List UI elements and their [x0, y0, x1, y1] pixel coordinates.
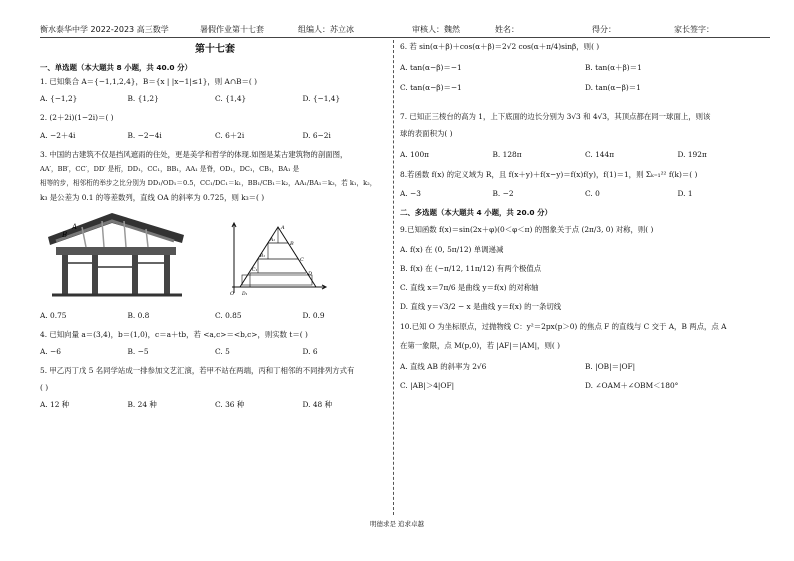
question-5 [40, 366, 390, 409]
column-divider [393, 40, 394, 515]
options [400, 362, 770, 401]
option-c[interactable]: C. tan(α−β)＝−1 [400, 82, 462, 92]
question-stem: 6. 若 sin(α＋β)＋cos(α＋β)＝2√2 cos(α＋π/4)sinβ，则( ) [400, 42, 600, 51]
option-d[interactable]: D. 0.9 [302, 310, 325, 320]
question-stem: 9.已知函数 f(x)＝sin(2x＋φ)(0＜φ＜π) 的图象关于点 (2π/3, 0) 对称，则( ) [400, 225, 654, 235]
option-b[interactable]: B. −5 [127, 347, 149, 357]
question-stem-line-2: 在第一象限，点 M(p,0)，若 |AF|＝|AM|，则( ) [400, 340, 560, 350]
option-c[interactable]: C. 0.85 [215, 310, 242, 320]
options [400, 150, 770, 159]
label-o: O [230, 290, 235, 297]
question-stem: 4. 已知向量 a＝(3,4)，b＝(1,0)，c＝a＋tb，若 <a,c>＝<b,c>，则实数 t＝( ) [40, 329, 308, 339]
option-c[interactable]: C. {1,4} [215, 94, 247, 103]
building-photo-figure [42, 207, 192, 301]
options [40, 347, 390, 356]
question-stem-line-1: 5. 甲乙丙丁戊 5 名同学站成一排参加文艺汇演，若甲不站在两端，丙和丁相邻的不同排列方式有 [40, 366, 355, 376]
question-stem-line-2: ( ) [40, 382, 49, 392]
option-a[interactable]: A. tan(α−β)＝−1 [400, 63, 462, 73]
label-a: A [281, 224, 285, 231]
option-c[interactable]: C. 36 种 [215, 399, 245, 409]
option-a[interactable]: A. f(x) 在 (0, 5π/12) 单调递减 [400, 244, 504, 254]
option-a[interactable]: A. 12 种 [40, 399, 70, 409]
option-d[interactable]: D. {−1,4} [302, 94, 341, 103]
header-title: 暑假作业第十七套 [200, 25, 264, 34]
header-reviewer: 审核人：魏然 [412, 25, 460, 34]
option-a[interactable]: A. 0.75 [40, 310, 67, 320]
option-b[interactable]: B. 0.8 [127, 310, 150, 320]
label-a: A [72, 222, 78, 231]
question-1 [40, 77, 390, 104]
label-b1: B₁ [260, 253, 266, 259]
option-d[interactable]: D. tan(α−β)＝1 [585, 82, 641, 92]
question-3 [40, 150, 390, 320]
option-c[interactable]: C. 0 [585, 188, 600, 198]
question-stem-line-1: 10.已知 O 为坐标原点，过抛物线 C：y²＝2px(p＞0) 的焦点 F 的直线与 C 交于 A，B 两点，点 A [400, 321, 727, 331]
option-d[interactable]: D. 直线 y＝√3/2 − x 是曲线 y＝f(x) 的一条切线 [400, 302, 562, 312]
header-name: 姓名： [495, 25, 519, 34]
option-c[interactable]: C. 6＋2i [215, 130, 245, 140]
options [400, 189, 770, 198]
option-d[interactable]: D. 1 [677, 188, 693, 198]
option-b[interactable]: B. {1,2} [127, 94, 159, 103]
option-d[interactable]: D. 6−2i [302, 130, 331, 140]
options [400, 63, 770, 102]
options [40, 131, 390, 140]
label-b: B [290, 240, 294, 247]
label-d: D [308, 270, 313, 277]
figures [40, 207, 390, 303]
option-a[interactable]: A. {−1,2} [40, 94, 78, 103]
question-stem: 2. (2＋2i)(1−2i)＝( ) [40, 113, 114, 123]
option-b[interactable]: B. f(x) 在 (−π/12, 11π/12) 有两个极值点 [400, 263, 542, 273]
option-d[interactable]: D. ∠OAM＋∠OBM＜180° [585, 381, 679, 391]
question-4 [40, 330, 390, 357]
label-a1: A₁ [270, 237, 276, 243]
option-b[interactable]: B. −2−4i [127, 130, 162, 140]
option-d[interactable]: D. 48 种 [302, 399, 333, 409]
question-2 [40, 113, 390, 140]
option-b[interactable]: B. tan(α＋β)＝1 [585, 63, 642, 73]
section-multi-choice: 二、多选题（本大题共 4 小题，共 20.0 分） [400, 208, 552, 217]
section-single-choice: 一、单选题（本大题共 8 小题，共 40.0 分） [40, 62, 192, 72]
option-b[interactable]: B. −2 [492, 188, 514, 198]
question-stem: 8.若函数 f(x) 的定义域为 R，且 f(x＋y)＋f(x−y)＝f(x)f(y)，f(1)＝1，则 Σₖ₌₁²² f(k)＝( ) [400, 169, 698, 179]
header-editor: 组编人：苏立冰 [298, 25, 354, 34]
label-c: C [300, 256, 304, 263]
label-c1: C₁ [252, 267, 258, 273]
question-stem-line-1: 7. 已知正三棱台的高为 1，上下底面的边长分别为 3√3 和 4√3，其顶点都在同一球面上，则该 [400, 111, 711, 121]
option-a[interactable]: A. −6 [40, 347, 61, 357]
question-9 [400, 225, 770, 311]
option-b[interactable]: B. 24 种 [127, 399, 157, 409]
page-header [40, 24, 770, 38]
header-school: 衡水泰华中学 2022-2023 高三数学 [40, 25, 169, 34]
options [40, 94, 390, 103]
label-d1: D₁ [242, 291, 248, 297]
cross-section-diagram [230, 213, 330, 301]
question-stem-line-2: AA′，BB′，CC′，DD′ 是桁，DD₁，CC₁，BB₁，AA₁ 是脊，OD₁，DC₁，CB₁，BA₁ 是 [40, 165, 300, 173]
option-a[interactable]: A. −2＋4i [40, 130, 76, 140]
header-parent: 家长签字： [674, 25, 714, 34]
option-b[interactable]: B. |OB|＝|OF| [585, 362, 636, 371]
question-stem-line-4: k₃ 是公差为 0.1 的等差数列，直线 OA 的斜率为 0.725，则 k₃＝( ) [40, 193, 265, 203]
option-c[interactable]: C. 直线 x＝7π/6 是曲线 y＝f(x) 的对称轴 [400, 283, 539, 292]
options [40, 400, 390, 409]
option-d[interactable]: D. 6 [302, 347, 318, 357]
option-c[interactable]: C. |AB|＞4|OF| [400, 381, 455, 391]
option-d[interactable]: D. 192π [677, 150, 707, 160]
question-stem-line-3: 相等的步，相邻桁的举步之比分别为 DD₁/OD₁＝0.5，CC₁/DC₁＝k₁，BB₁/CB₁＝k₂，AA₁/BA₁＝k₃，若 k₁，k₂， [40, 179, 377, 188]
question-10 [400, 322, 770, 401]
option-a[interactable]: A. 100π [400, 150, 429, 160]
question-stem: 1. 已知集合 A＝{−1,1,2,4}，B＝{x | |x−1|≤1}，则 A∩B＝( ) [40, 76, 258, 86]
label-b: B [62, 230, 68, 239]
question-stem-line-1: 3. 中国的古建筑不仅是挡风遮雨的住处，更是美学和哲学的体现.如图是某古建筑物的剖面图， [40, 149, 348, 159]
question-7 [400, 112, 770, 160]
header-score: 得分： [592, 25, 616, 34]
left-column [40, 40, 390, 527]
option-c[interactable]: C. 5 [215, 347, 230, 357]
question-6 [400, 42, 770, 102]
option-a[interactable]: A. −3 [400, 188, 421, 198]
option-c[interactable]: C. 144π [585, 150, 615, 160]
option-b[interactable]: B. 128π [492, 150, 522, 160]
right-column [400, 40, 770, 527]
question-stem-line-2: 球的表面积为( ) [400, 129, 453, 138]
question-8 [400, 170, 770, 199]
main-title: 第十七套 [195, 44, 235, 55]
option-a[interactable]: A. 直线 AB 的斜率为 2√6 [400, 362, 487, 371]
options [40, 311, 390, 320]
page-footer: 明德求是 追求卓越 [369, 520, 425, 528]
